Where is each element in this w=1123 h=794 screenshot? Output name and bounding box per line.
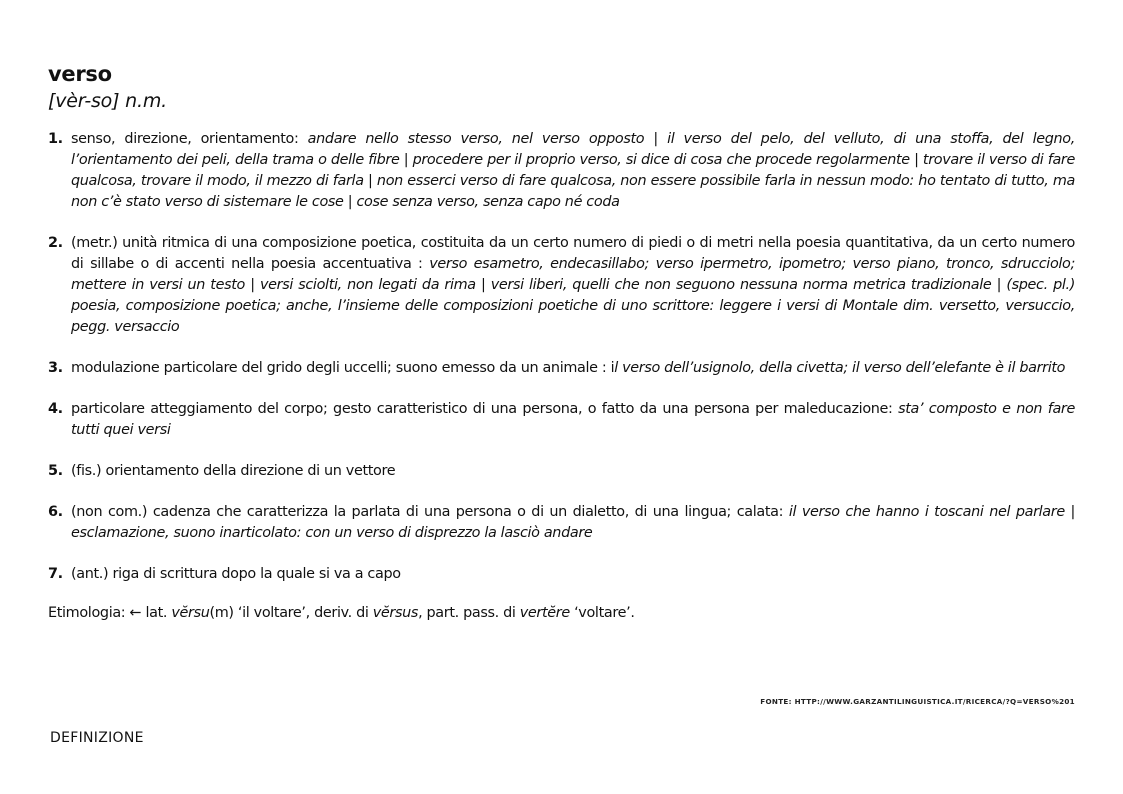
sense-number: 5.	[48, 463, 63, 479]
sense-item	[48, 502, 1075, 544]
source-citation: FONTE: HTTP://WWW.GARZANTILINGUISTICA.IT/RICERCA/?Q=VERSO%201	[760, 697, 1075, 706]
sense-examples: l verso dell’usignolo, della civetta; il verso dell’elefante è il barrito	[614, 360, 1066, 376]
etymology-word: vertĕre	[519, 605, 570, 621]
sense-definition: particolare atteggiamento del corpo; gesto caratteristico di una persona, o fatto da una persona per maleducazione:	[71, 401, 899, 417]
etymology-prefix: Etimologia: ← lat.	[48, 605, 172, 621]
sense-definition: (metr.) unità ritmica di una composizione poetica, costituita da un certo numero di piedi o di metri nella poesia quantitativa, da un certo numero di sillabe o di accenti nella poesia accentuativa :	[71, 235, 1075, 272]
sense-item	[48, 564, 1075, 585]
headword: verso	[48, 62, 112, 86]
sense-item	[48, 358, 1075, 379]
senses-list	[48, 129, 1075, 585]
sense-number: 1.	[48, 131, 63, 147]
sense-examples: verso esametro, endecasillabo; verso ipermetro, ipometro; verso piano, tronco, sdrucciolo; mettere in versi un testo | versi sciolti, non legati da rima | versi liberi, quelli che non seguono nessuna norma metrica tradizionale | (spec. pl.) poesia, composizione poetica; anche, l’insieme delle composizioni poetiche di uno scrittore: leggere i versi di Montale dim. versetto, versuccio, pegg. versaccio	[71, 256, 1075, 335]
sense-definition: (fis.) orientamento della direzione di un vettore	[71, 463, 396, 479]
sense-definition: senso, direzione, orientamento:	[71, 131, 308, 147]
sense-item	[48, 399, 1075, 441]
etymology	[48, 603, 1075, 624]
etymology-word: vĕrsus	[372, 605, 419, 621]
sense-number: 2.	[48, 235, 63, 251]
sense-item	[48, 129, 1075, 213]
sense-number: 6.	[48, 504, 63, 520]
etymology-word: vĕrsu	[171, 605, 210, 621]
sense-number: 3.	[48, 360, 63, 376]
sense-examples: sta’ composto e non fare tutti quei versi	[71, 401, 1075, 438]
sense-examples: il verso che hanno i toscani nel parlare | esclamazione, suono inarticolato: con un verso di disprezzo la lasciò andare	[71, 504, 1076, 541]
etymology-text: ‘voltare’.	[569, 605, 635, 621]
sense-item	[48, 461, 1075, 482]
sense-number: 4.	[48, 401, 63, 417]
sense-item	[48, 233, 1075, 338]
dictionary-entry	[48, 60, 1075, 624]
sense-examples: andare nello stesso verso, nel verso opposto | il verso del pelo, del velluto, di una stoffa, del legno, l’orientamento dei peli, della trama o delle fibre | procedere per il proprio verso, si dice di cosa che procede regolarmente | trovare il verso di fare qualcosa, trovare il modo, il mezzo di farla | non esserci verso di fare qualcosa, non essere possibile farla in nessun modo: ho tentato di tutto, ma non c’è stato verso di sistemare le cose | cose senza verso, senza capo né coda	[71, 131, 1075, 210]
etymology-text: (m) ‘il voltare’, deriv. di	[209, 605, 373, 621]
sense-number: 7.	[48, 566, 63, 582]
pronunciation: [vèr-so] n.m.	[48, 90, 167, 112]
footer-label: DEFINIZIONE	[50, 730, 144, 746]
sense-definition: modulazione particolare del grido degli uccelli; suono emesso da un animale : i	[71, 360, 615, 376]
sense-definition: (ant.) riga di scrittura dopo la quale si va a capo	[71, 566, 401, 582]
etymology-text: , part. pass. di	[418, 605, 520, 621]
sense-definition: (non com.) cadenza che caratterizza la parlata di una persona o di un dialetto, di una lingua; calata:	[71, 504, 789, 520]
